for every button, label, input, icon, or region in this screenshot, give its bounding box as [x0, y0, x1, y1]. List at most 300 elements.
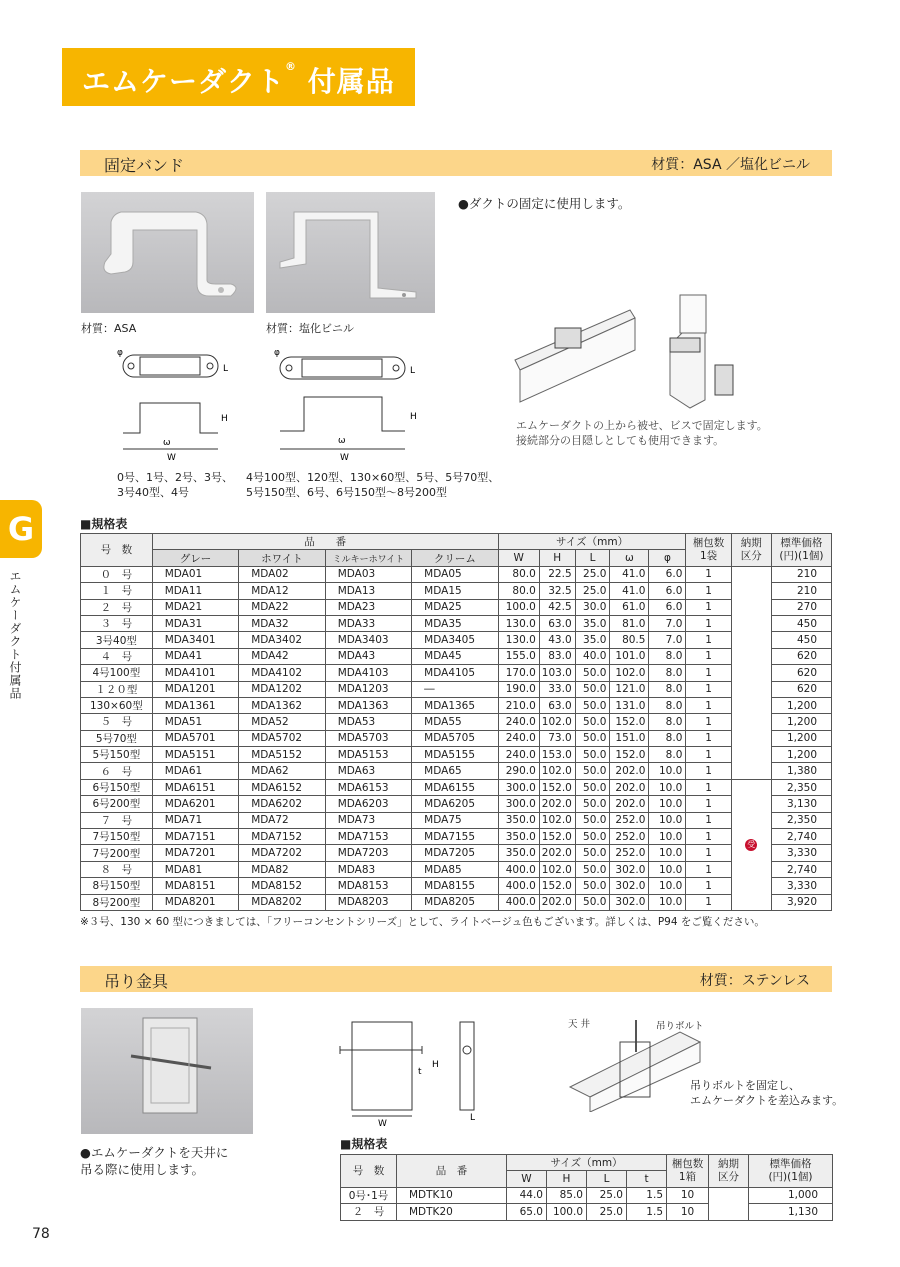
hanger-usage-caption: 吊りボルトを固定し、 エムケーダクトを差込みます。: [690, 1079, 844, 1107]
table-cell: 25.0: [587, 1204, 627, 1220]
table-cell: 1: [686, 697, 731, 713]
table-cell: 202.0: [539, 796, 575, 812]
table-cell: MDA4103: [325, 665, 411, 681]
hanger-description: ●エムケーダクトを天井に 吊る際に使用します。: [80, 1145, 229, 1177]
table-cell: MDA11: [152, 583, 238, 599]
table-cell: 240.0: [498, 747, 539, 763]
price-cell: 3,330: [771, 845, 831, 861]
table-row: [81, 878, 832, 894]
material-label-hanger: 材質：ステンレス: [699, 973, 810, 989]
table-cell: 10.0: [649, 894, 686, 910]
table-cell: 6.0: [649, 566, 686, 582]
table-cell: 8.0: [649, 747, 686, 763]
hanger-header-no: 号 数: [341, 1155, 397, 1188]
price-cell: 620: [771, 665, 831, 681]
table-cell: MDA8203: [325, 894, 411, 910]
table-cell: 35.0: [575, 632, 610, 648]
band-description: ●ダクトの固定に使用します。: [458, 196, 631, 211]
price-cell: 1,000: [749, 1187, 833, 1203]
table-cell: 1: [686, 632, 731, 648]
table-cell: MDA45: [412, 648, 498, 664]
table-cell: MDA8153: [325, 878, 411, 894]
table-cell: ７ 号: [81, 812, 153, 828]
table-cell: 400.0: [498, 878, 539, 894]
table-cell: 73.0: [539, 730, 575, 746]
table-cell: MDA8152: [239, 878, 325, 894]
hanger-header-pack: 梱包数 1箱: [667, 1155, 709, 1188]
table-cell: 25.0: [575, 583, 610, 599]
table-cell: 1: [686, 648, 731, 664]
table-cell: ２ 号: [341, 1204, 397, 1220]
table-cell: 100.0: [498, 599, 539, 615]
table-cell: 8.0: [649, 730, 686, 746]
table-cell: MDA13: [325, 583, 411, 599]
table-cell: 6.0: [649, 599, 686, 615]
table-cell: MDA1361: [152, 697, 238, 713]
table-cell: 32.5: [539, 583, 575, 599]
table-cell: MDA05: [412, 566, 498, 582]
table-cell: 10.0: [649, 878, 686, 894]
section-header-hanger: [80, 966, 832, 992]
table-cell: ３ 号: [81, 615, 153, 631]
table-cell: 102.0: [539, 763, 575, 779]
table-cell: 1: [686, 681, 731, 697]
table-footnote: ※３号、130 × 60 型につきましては、「フリーコンセントシリーズ」として、ライトベージュ色もございます。詳しくは、P94 をご覧ください。: [80, 916, 765, 928]
delivery-cell: [709, 1187, 749, 1220]
table-cell: 6号200型: [81, 796, 153, 812]
table-cell: MDA6201: [152, 796, 238, 812]
price-cell: 210: [771, 566, 831, 582]
table-row: [81, 894, 832, 910]
table-cell: 7.0: [649, 632, 686, 648]
table-cell: 33.0: [539, 681, 575, 697]
table-cell: MDA5152: [239, 747, 325, 763]
table-cell: 50.0: [575, 845, 610, 861]
header-part: 品 番: [152, 534, 498, 550]
table-cell: 30.0: [575, 599, 610, 615]
dim-w: W: [167, 453, 176, 463]
table-cell: 8.0: [649, 697, 686, 713]
table-cell: 10.0: [649, 796, 686, 812]
product-photo-pvc: [266, 192, 435, 313]
table-cell: MDTK10: [397, 1187, 507, 1203]
table-cell: MDA4105: [412, 665, 498, 681]
table-cell: 8号200型: [81, 894, 153, 910]
header-h: H: [539, 550, 575, 566]
table-cell: MDA6151: [152, 779, 238, 795]
dim-phi: φ: [117, 348, 123, 358]
price-cell: 620: [771, 648, 831, 664]
table-cell: １２０型: [81, 681, 153, 697]
price-cell: 450: [771, 615, 831, 631]
price-cell: 2,740: [771, 861, 831, 877]
header-delivery: 納期 区分: [731, 534, 771, 567]
price-cell: 1,130: [749, 1204, 833, 1220]
table-cell: 50.0: [575, 861, 610, 877]
table-cell: 152.0: [610, 747, 649, 763]
hanger-header-delivery: 納期 区分: [709, 1155, 749, 1188]
table-cell: MDA6203: [325, 796, 411, 812]
dimension-drawing-type2: [272, 345, 432, 465]
table-cell: 25.0: [587, 1187, 627, 1203]
price-cell: 3,330: [771, 878, 831, 894]
table-cell: 80.5: [610, 632, 649, 648]
table-cell: MDA3402: [239, 632, 325, 648]
dim-l-2: L: [410, 366, 416, 376]
band-pvc-illustration: [266, 192, 435, 313]
price-cell: 450: [771, 632, 831, 648]
table-cell: 170.0: [498, 665, 539, 681]
hanger-header-l: L: [587, 1171, 627, 1187]
table-row: [81, 714, 832, 730]
header-pack: 梱包数 1袋: [686, 534, 731, 567]
hanger-dim-l: L: [470, 1113, 476, 1123]
table-row: [81, 747, 832, 763]
table-cell: MDA21: [152, 599, 238, 615]
table-cell: 100.0: [547, 1204, 587, 1220]
bolt-label: 吊りボルト: [656, 1021, 704, 1032]
table-cell: 50.0: [575, 878, 610, 894]
price-cell: 1,200: [771, 714, 831, 730]
table-cell: 190.0: [498, 681, 539, 697]
table-cell: 1.5: [627, 1204, 667, 1220]
header-omega: ω: [610, 550, 649, 566]
table-cell: MDA6155: [412, 779, 498, 795]
table-cell: MDA73: [325, 812, 411, 828]
table-cell: 202.0: [539, 894, 575, 910]
section-header-band: [80, 150, 832, 176]
table-cell: 131.0: [610, 697, 649, 713]
table-cell: 50.0: [575, 714, 610, 730]
side-tab[interactable]: G: [0, 500, 42, 558]
table-cell: 1: [686, 747, 731, 763]
table-cell: 35.0: [575, 615, 610, 631]
table-cell: 7号150型: [81, 829, 153, 845]
dim-phi-2: φ: [274, 348, 280, 358]
table-cell: MDA02: [239, 566, 325, 582]
table-cell: 10.0: [649, 763, 686, 779]
table-cell: 50.0: [575, 665, 610, 681]
table-cell: MDA4102: [239, 665, 325, 681]
material-label: 材質：ASA ／塩化ビニル: [651, 157, 810, 173]
table-cell: MDA7201: [152, 845, 238, 861]
header-color-milky-white: ミルキーホワイト: [325, 550, 411, 566]
table-cell: 43.0: [539, 632, 575, 648]
table-cell: MDA03: [325, 566, 411, 582]
dim-omega: ω: [163, 438, 171, 448]
table-cell: 10.0: [649, 845, 686, 861]
table-cell: 152.0: [539, 878, 575, 894]
table-cell: MDA01: [152, 566, 238, 582]
table-cell: MDA5151: [152, 747, 238, 763]
page-number: 78: [32, 1226, 50, 1242]
table-row: [81, 779, 832, 795]
table-cell: 5号150型: [81, 747, 153, 763]
table-cell: MDA7203: [325, 845, 411, 861]
hanger-header-w: W: [507, 1171, 547, 1187]
hanger-header-t: t: [627, 1171, 667, 1187]
table-row: [341, 1187, 833, 1203]
table-cell: 202.0: [610, 779, 649, 795]
table-cell: MDA15: [412, 583, 498, 599]
table-cell: 1: [686, 779, 731, 795]
dimension-drawing-type1: [115, 345, 235, 465]
table-cell: MDA6205: [412, 796, 498, 812]
table-cell: MDA52: [239, 714, 325, 730]
table-cell: MDA72: [239, 812, 325, 828]
hanger-dim-t: t: [418, 1067, 422, 1077]
price-cell: 620: [771, 681, 831, 697]
table-cell: MDA63: [325, 763, 411, 779]
table-row: [81, 681, 832, 697]
table-cell: 102.0: [539, 714, 575, 730]
price-cell: 3,920: [771, 894, 831, 910]
table-cell: 155.0: [498, 648, 539, 664]
dim-omega-2: ω: [338, 436, 346, 446]
table-cell: ５ 号: [81, 714, 153, 730]
table-cell: 10.0: [649, 829, 686, 845]
section-title-hanger: 吊り金具: [104, 972, 169, 991]
table-cell: ４ 号: [81, 648, 153, 664]
table-cell: 101.0: [610, 648, 649, 664]
table-cell: 400.0: [498, 861, 539, 877]
table-cell: 102.0: [610, 665, 649, 681]
delivery-cell: [731, 566, 771, 779]
table-cell: MDA8201: [152, 894, 238, 910]
table-cell: MDA7202: [239, 845, 325, 861]
photo-caption-pvc: 材質：塩化ビニル: [266, 322, 354, 335]
table-cell: MDA6152: [239, 779, 325, 795]
table-cell: MDA43: [325, 648, 411, 664]
table-cell: 8.0: [649, 648, 686, 664]
table-row: [81, 730, 832, 746]
table-cell: MDA1362: [239, 697, 325, 713]
delivery-mark-cell: [731, 779, 771, 910]
table-cell: MDA1363: [325, 697, 411, 713]
table-cell: 10: [667, 1187, 709, 1203]
table-cell: 50.0: [575, 894, 610, 910]
price-cell: 1,200: [771, 697, 831, 713]
type1-models: 0号、1号、2号、3号、 3号40型、4号: [117, 471, 233, 499]
table-cell: 1: [686, 615, 731, 631]
table-cell: 6.0: [649, 583, 686, 599]
table-cell: MDA7155: [412, 829, 498, 845]
table-cell: 302.0: [610, 878, 649, 894]
product-photo-asa: [81, 192, 254, 313]
table-cell: MDA5702: [239, 730, 325, 746]
table-cell: 152.0: [539, 779, 575, 795]
table-cell: ８ 号: [81, 861, 153, 877]
table-cell: 41.0: [610, 566, 649, 582]
header-phi: φ: [649, 550, 686, 566]
table-cell: 4号100型: [81, 665, 153, 681]
table-cell: MDA35: [412, 615, 498, 631]
table-cell: MDA5703: [325, 730, 411, 746]
dim-w-2: W: [340, 453, 349, 463]
table-cell: MDA31: [152, 615, 238, 631]
table-cell: MDA82: [239, 861, 325, 877]
table-cell: 10: [667, 1204, 709, 1220]
section-title: 固定バンド: [104, 156, 185, 175]
table-cell: 400.0: [498, 894, 539, 910]
table-cell: MDA12: [239, 583, 325, 599]
table-cell: 40.0: [575, 648, 610, 664]
hanger-spec-table: [340, 1154, 833, 1221]
table-cell: MDA51: [152, 714, 238, 730]
table-cell: 41.0: [610, 583, 649, 599]
table-cell: MDA25: [412, 599, 498, 615]
table-cell: MDA4101: [152, 665, 238, 681]
table-cell: 8.0: [649, 714, 686, 730]
table-cell: ２ 号: [81, 599, 153, 615]
table-cell: 50.0: [575, 829, 610, 845]
table-cell: 5号70型: [81, 730, 153, 746]
side-tab-label: エムケーダクト付属品: [8, 570, 22, 700]
table-cell: 50.0: [575, 812, 610, 828]
hanger-photo: [81, 1008, 253, 1134]
table-cell: 1: [686, 796, 731, 812]
table-row: [81, 599, 832, 615]
table-cell: MDA22: [239, 599, 325, 615]
header-size: サイズ（mm）: [498, 534, 686, 550]
table-cell: 83.0: [539, 648, 575, 664]
table-cell: MDA5701: [152, 730, 238, 746]
table-cell: ―: [412, 681, 498, 697]
table-cell: 152.0: [610, 714, 649, 730]
table-cell: 7号200型: [81, 845, 153, 861]
table-cell: 350.0: [498, 845, 539, 861]
table-cell: 151.0: [610, 730, 649, 746]
table-cell: １ 号: [81, 583, 153, 599]
hanger-illustration: [81, 1008, 253, 1134]
table-cell: 6号150型: [81, 779, 153, 795]
hanger-header-h: H: [547, 1171, 587, 1187]
price-cell: 270: [771, 599, 831, 615]
table-cell: 80.0: [498, 566, 539, 582]
table-cell: 0号･1号: [341, 1187, 397, 1203]
table-cell: 350.0: [498, 812, 539, 828]
table-row: [81, 763, 832, 779]
table-cell: 152.0: [539, 829, 575, 845]
table-row: [81, 632, 832, 648]
table-cell: ６ 号: [81, 763, 153, 779]
table-cell: 1: [686, 812, 731, 828]
table-cell: 130.0: [498, 632, 539, 648]
table-cell: MDA5153: [325, 747, 411, 763]
table-cell: 300.0: [498, 779, 539, 795]
table-cell: MDA7151: [152, 829, 238, 845]
table-cell: 302.0: [610, 861, 649, 877]
table-cell: MDA8155: [412, 878, 498, 894]
table-cell: MDA71: [152, 812, 238, 828]
table-cell: MDA61: [152, 763, 238, 779]
price-cell: 3,130: [771, 796, 831, 812]
table-cell: MDA1365: [412, 697, 498, 713]
price-cell: 1,200: [771, 747, 831, 763]
table-cell: 103.0: [539, 665, 575, 681]
table-cell: 50.0: [575, 796, 610, 812]
table-cell: 1.5: [627, 1187, 667, 1203]
photo-caption-asa: 材質：ASA: [81, 322, 137, 335]
table-cell: 8号150型: [81, 878, 153, 894]
table-cell: 3号40型: [81, 632, 153, 648]
table-cell: 240.0: [498, 730, 539, 746]
price-cell: 1,380: [771, 763, 831, 779]
table-cell: MDA32: [239, 615, 325, 631]
ceiling-label: 天 井: [568, 1019, 591, 1030]
table-cell: 202.0: [539, 845, 575, 861]
table-cell: 1: [686, 763, 731, 779]
table-row: [81, 796, 832, 812]
table-cell: 7.0: [649, 615, 686, 631]
table-cell: 50.0: [575, 763, 610, 779]
table-cell: 1: [686, 730, 731, 746]
spec-table-label: ■規格表: [80, 517, 128, 531]
table-cell: 42.5: [539, 599, 575, 615]
table-cell: MDA65: [412, 763, 498, 779]
table-cell: MDA23: [325, 599, 411, 615]
dim-l: L: [223, 364, 229, 374]
header-no: 号 数: [81, 534, 153, 567]
header-l: L: [575, 550, 610, 566]
table-cell: 10.0: [649, 779, 686, 795]
table-cell: 63.0: [539, 615, 575, 631]
table-cell: MDA3405: [412, 632, 498, 648]
type2-models: 4号100型、120型、130×60型、5号、5号70型、 5号150型、6号、6号150型～8号200型: [246, 471, 500, 499]
table-cell: 1: [686, 665, 731, 681]
table-cell: MDA1202: [239, 681, 325, 697]
table-cell: 85.0: [547, 1187, 587, 1203]
table-cell: 80.0: [498, 583, 539, 599]
table-cell: 102.0: [539, 812, 575, 828]
header-color-white: ホワイト: [239, 550, 325, 566]
table-cell: 10.0: [649, 861, 686, 877]
table-cell: 202.0: [610, 763, 649, 779]
table-row: [81, 648, 832, 664]
table-cell: MDA1203: [325, 681, 411, 697]
table-cell: MDA6202: [239, 796, 325, 812]
table-cell: MDA8202: [239, 894, 325, 910]
table-cell: 130×60型: [81, 697, 153, 713]
table-cell: 50.0: [575, 697, 610, 713]
table-cell: MDA7152: [239, 829, 325, 845]
table-cell: MDA7205: [412, 845, 498, 861]
page-title: エムケーダクト® 付属品: [82, 60, 395, 98]
table-cell: 1: [686, 599, 731, 615]
header-color-cream: クリーム: [412, 550, 498, 566]
price-cell: 1,200: [771, 730, 831, 746]
table-cell: MDA55: [412, 714, 498, 730]
table-row: [341, 1204, 833, 1220]
table-row: [81, 615, 832, 631]
table-cell: 8.0: [649, 665, 686, 681]
table-cell: 290.0: [498, 763, 539, 779]
hanger-dim-h: H: [432, 1060, 439, 1070]
table-cell: 1: [686, 894, 731, 910]
table-cell: 252.0: [610, 812, 649, 828]
table-cell: MDA7153: [325, 829, 411, 845]
table-cell: 63.0: [539, 697, 575, 713]
hanger-header-part: 品 番: [397, 1155, 507, 1188]
table-cell: 22.5: [539, 566, 575, 582]
table-cell: MDA62: [239, 763, 325, 779]
table-cell: 1: [686, 845, 731, 861]
price-cell: 2,350: [771, 812, 831, 828]
table-cell: MDA33: [325, 615, 411, 631]
table-cell: 153.0: [539, 747, 575, 763]
header-w: W: [498, 550, 539, 566]
table-cell: 202.0: [610, 796, 649, 812]
